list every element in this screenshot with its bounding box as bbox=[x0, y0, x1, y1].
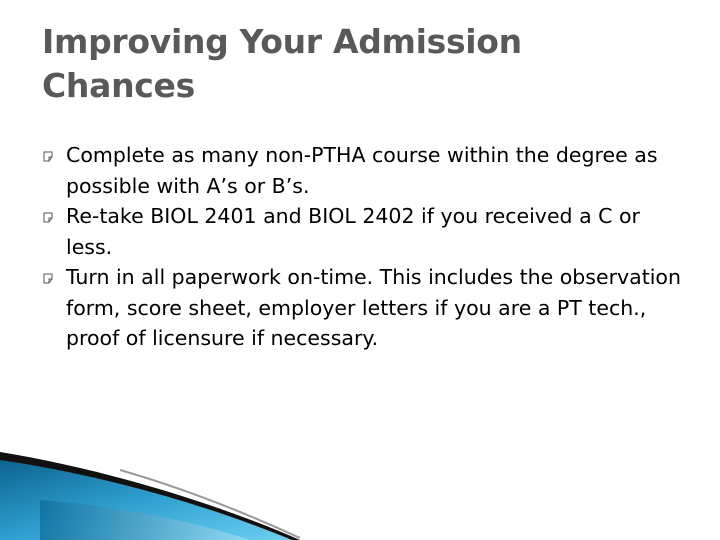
title-line-2: Chances bbox=[42, 66, 195, 105]
page-curl-bullet-icon bbox=[42, 140, 56, 170]
bullet-item bbox=[42, 201, 682, 262]
page-curl-bullet-icon bbox=[42, 201, 56, 231]
bullet-text: Turn in all paperwork on-time. This includes the observation form, score sheet, employer letters if you are a PT tech., proof of licensure if necessary. bbox=[66, 265, 681, 350]
title-line-1: Improving Your Admission bbox=[42, 22, 522, 61]
bullet-text: Complete as many non-PTHA course within the degree as possible with A’s or B’s. bbox=[66, 143, 658, 198]
slide-title bbox=[42, 20, 662, 108]
bullet-item bbox=[42, 140, 682, 201]
bullet-text: Re-take BIOL 2401 and BIOL 2402 if you received a C or less. bbox=[66, 204, 640, 259]
page-curl-bullet-icon bbox=[42, 262, 56, 292]
bullet-list bbox=[42, 140, 682, 354]
bullet-item bbox=[42, 262, 682, 354]
